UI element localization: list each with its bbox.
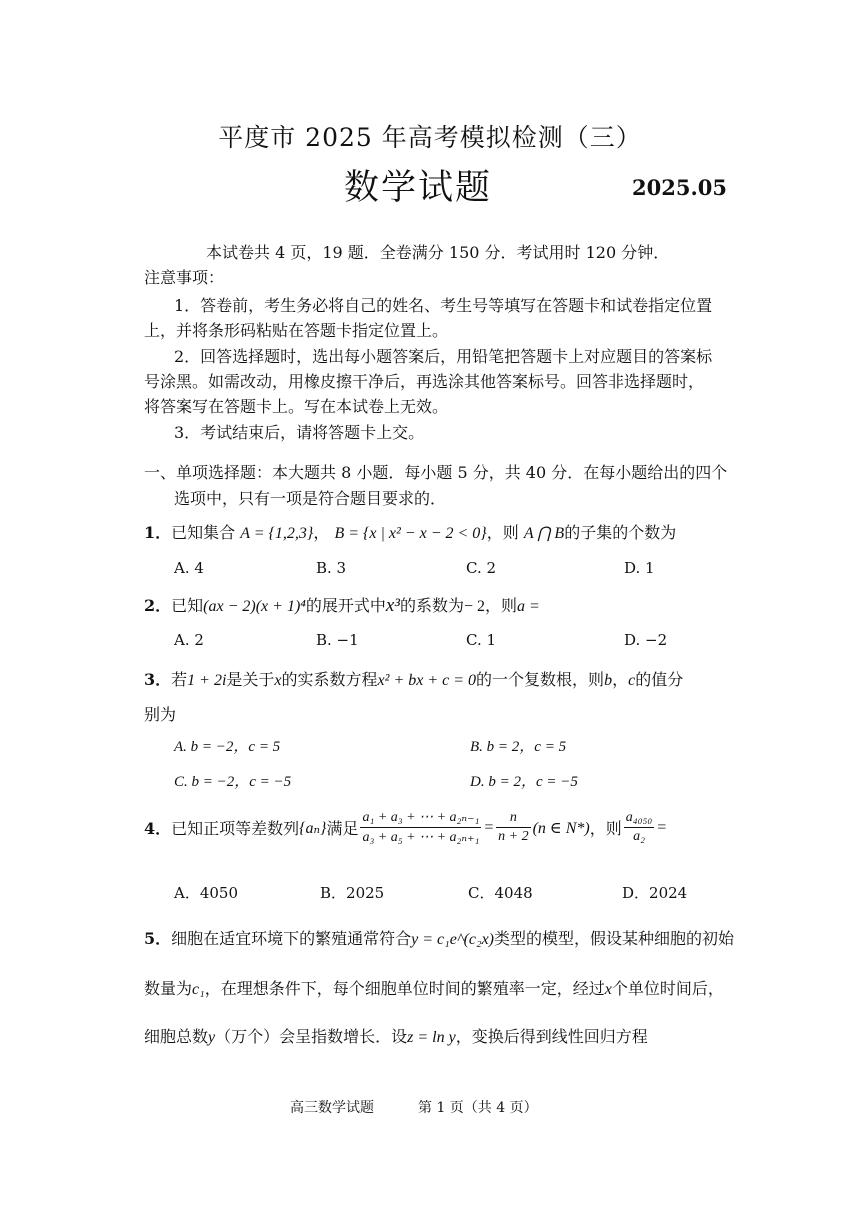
q5-line1-post: 类型的模型，假设某种细胞的初始 [494, 929, 735, 948]
notice-heading: 注意事项： [144, 268, 225, 287]
q2-option-a: A. 2 [174, 631, 204, 649]
q4-frac1-num: a₁ + a₃ + ⋯ + a₂ₙ₋₁ [360, 809, 481, 828]
q4-fraction-3 [624, 810, 654, 845]
q4-fraction-2 [496, 810, 530, 845]
q3-c: c [628, 672, 636, 689]
question-1 [144, 520, 676, 543]
q4-frac2-num: n [496, 810, 530, 828]
q4-frac1-den: a₃ + a₅ + ⋯ + a₂ₙ₊₁ [362, 830, 480, 845]
footer-subject: 高三数学试题 [290, 1100, 374, 1116]
notice-2-line2: 号涂黑。如需改动，用橡皮擦干净后，再选涂其他答案标号。回答非选择题时， [144, 372, 705, 391]
q1-option-d: D. 1 [624, 559, 655, 577]
q5-x: x [604, 981, 612, 998]
q4-seq: {aₙ} [299, 819, 327, 837]
q3-x: x [274, 672, 282, 689]
q3-mid3: 的一个复数根，则 [476, 670, 605, 689]
q4-tail: = [656, 818, 668, 836]
q5-y: y [208, 1029, 216, 1046]
notice-1-line2: 上，并将条形码粘贴在答题卡指定位置上。 [144, 321, 449, 340]
q2-pre: 已知 [171, 596, 204, 615]
q5-line3 [144, 1024, 648, 1047]
subject-title: 数学试题 [344, 168, 493, 208]
q2-mid2: 的系数为 [399, 596, 464, 615]
q5-line3-mid: （万个）会呈指数增长．设 [215, 1027, 408, 1046]
question-5 [144, 926, 734, 949]
q1-expr: A ⋂ B [523, 525, 565, 542]
q5-model: y = c₁e^(c₂x) [411, 931, 494, 948]
q1-sep: ， [313, 523, 330, 542]
q5-line2-tail: 个单位时间后， [611, 979, 724, 998]
notice-3: 3．考试结束后，请将答题卡上交。 [174, 423, 425, 442]
q1-pre: 已知集合 [171, 523, 236, 542]
q2-option-b: B. −1 [316, 631, 359, 649]
q3-line2: 别为 [144, 705, 177, 724]
notice-1-line1: 1．答卷前，考生务必将自己的姓名、考生号等填写在答题卡和试卷指定位置 [174, 296, 713, 315]
q3-root: 1 + 2i [187, 672, 227, 689]
q5-line2-pre: 数量为 [144, 979, 193, 998]
q3-option-a: A. b = −2，c = 5 [174, 739, 281, 755]
q4-option-d: D．2024 [622, 884, 688, 902]
q5-z: z = ln y [407, 1029, 456, 1046]
q4-option-a: A．4050 [174, 884, 239, 902]
q2-mid1: 的展开式中 [305, 596, 386, 615]
q5-line2 [144, 976, 724, 999]
q3-option-b: B. b = 2，c = 5 [470, 739, 567, 755]
q3-mid2: 的实系数方程 [281, 670, 378, 689]
notice-2-line1: 2．回答选择题时，选出每小题答案后，用铅笔把答题卡上对应题目的答案标 [174, 347, 713, 366]
q3-b: b [604, 672, 613, 689]
q2-mid3: ，则 [485, 596, 518, 615]
q4-eq: = [483, 818, 495, 836]
question-4 [144, 809, 667, 846]
exam-summary: 本试卷共 4 页，19 题．全卷满分 150 分．考试用时 120 分钟． [206, 243, 670, 262]
q2-expr: (ax − 2)(x + 1)⁴ [203, 598, 306, 615]
q5-line2-post: ，在理想条件下，每个细胞单位时间的繁殖率一定，经过 [204, 979, 605, 998]
q4-mid2: ，则 [589, 819, 622, 838]
question-number: 5． [144, 929, 172, 948]
q5-line3-pre: 细胞总数 [144, 1027, 209, 1046]
q3-post: 的值分 [635, 670, 684, 689]
footer-page: 第 1 页（共 4 页） [418, 1100, 538, 1116]
question-number: 4． [144, 819, 172, 838]
q1-option-a: A. 4 [174, 559, 204, 577]
section1-line1: 一、单项选择题：本大题共 8 小题．每小题 5 分，共 40 分．在每小题给出的四个 [144, 463, 728, 482]
q4-frac3-den: a₂ [633, 829, 645, 844]
q2-x3: x³ [385, 595, 400, 616]
exam-date: 2025.05 [632, 175, 727, 200]
q2-val: − 2 [464, 598, 486, 615]
q5-line3-post: ，变换后得到线性回归方程 [455, 1027, 648, 1046]
q3-pre: 若 [171, 670, 188, 689]
q3-option-c: C. b = −2，c = −5 [174, 774, 292, 790]
q5-pre: 细胞在适宜环境下的繁殖通常符合 [171, 929, 412, 948]
q3-option-d: D. b = 2，c = −5 [470, 774, 578, 790]
q2-tail: a = [517, 598, 540, 615]
q1-post: 的子集的个数为 [564, 523, 677, 542]
q4-fraction-1 [360, 809, 481, 846]
q2-option-c: C. 1 [466, 631, 497, 649]
q4-option-b: B．2025 [320, 884, 385, 902]
q1-option-b: B. 3 [316, 559, 347, 577]
q4-option-c: C．4048 [468, 884, 533, 902]
q4-cond: (n ∈ N*) [532, 819, 590, 837]
q5-c1: c₁ [192, 981, 205, 998]
q4-frac2-den: n + 2 [498, 829, 529, 844]
exam-title: 平度市 2025 年高考模拟检测（三） [218, 123, 642, 152]
q4-frac3-num: a₄₀₅₀ [624, 810, 654, 828]
section1-line2: 选项中，只有一项是符合题目要求的． [174, 489, 447, 508]
q4-mid: 满足 [326, 819, 359, 838]
question-2 [144, 593, 540, 617]
q2-option-d: D. −2 [624, 631, 668, 649]
question-number: 1． [144, 523, 172, 542]
q1-set-a: A = {1,2,3} [240, 525, 314, 542]
q1-set-b: B = {x | x² − x − 2 < 0} [334, 525, 487, 542]
q1-option-c: C. 2 [466, 559, 497, 577]
q3-sep: ， [612, 670, 629, 689]
q3-eq: x² + bx + c = 0 [377, 672, 477, 689]
question-3 [144, 667, 683, 690]
q4-pre: 已知正项等差数列 [171, 819, 300, 838]
q3-mid1: 是关于 [226, 670, 275, 689]
q1-mid: ，则 [486, 523, 519, 542]
question-number: 2． [144, 596, 172, 615]
notice-2-line3: 将答案写在答题卡上。写在本试卷上无效。 [144, 397, 449, 416]
question-number: 3． [144, 670, 172, 689]
